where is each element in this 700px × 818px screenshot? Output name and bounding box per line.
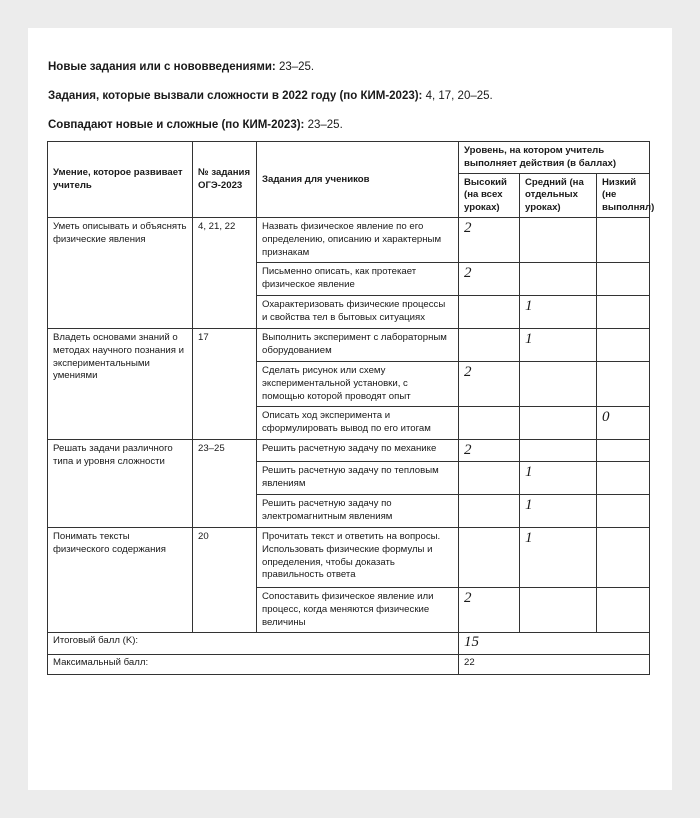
score-high: 2 xyxy=(459,439,520,461)
score-high xyxy=(459,328,520,361)
score-high: 2 xyxy=(459,361,520,406)
task-number-cell: 4, 21, 22 xyxy=(193,217,257,328)
score-low xyxy=(597,439,650,461)
score-mid xyxy=(520,262,597,295)
score-low xyxy=(597,527,650,587)
intro-label: Задания, которые вызвали сложности в 2022 году (по КИМ-2023): xyxy=(48,90,423,102)
total-label: Итоговый балл (K): xyxy=(48,632,459,654)
score-mid xyxy=(520,217,597,262)
score-low xyxy=(597,361,650,406)
score-high xyxy=(459,461,520,494)
skill-cell: Понимать тексты физического содержания xyxy=(48,527,193,632)
intro-block xyxy=(48,60,658,147)
score-high xyxy=(459,527,520,587)
score-low: 0 xyxy=(597,406,650,439)
score-high: 2 xyxy=(459,587,520,632)
task-number-cell: 23–25 xyxy=(193,439,257,527)
task-cell: Письменно описать, как протекает физическое явление xyxy=(257,262,459,295)
score-high xyxy=(459,494,520,527)
intro-line-new-tasks xyxy=(48,60,658,74)
task-number-cell: 17 xyxy=(193,328,257,439)
max-value: 22 xyxy=(459,654,650,674)
score-high xyxy=(459,406,520,439)
intro-value: 23–25. xyxy=(307,119,343,131)
skill-cell: Решать задачи различного типа и уровня сложности xyxy=(48,439,193,527)
score-mid: 1 xyxy=(520,494,597,527)
table-row xyxy=(48,217,650,262)
total-row xyxy=(48,632,650,654)
task-cell: Прочитать текст и ответить на вопросы. Использовать физические формулы и определения, чтобы доказать правильность ответа xyxy=(257,527,459,587)
task-cell: Сопоставить физическое явление или процесс, когда меняются физические величины xyxy=(257,587,459,632)
score-mid: 1 xyxy=(520,527,597,587)
skills-table xyxy=(47,141,655,675)
score-low xyxy=(597,217,650,262)
intro-value: 23–25. xyxy=(278,61,315,73)
table-row xyxy=(48,328,650,361)
header-skill: Умение, которое развивает учитель xyxy=(48,142,193,218)
intro-label: Новые задания или с нововведениями: xyxy=(48,61,276,73)
score-low xyxy=(597,262,650,295)
score-low xyxy=(597,295,650,328)
score-mid xyxy=(520,439,597,461)
score-mid: 1 xyxy=(520,328,597,361)
skill-cell: Уметь описывать и объяснять физические явления xyxy=(48,217,193,328)
header-tasks: Задания для учеников xyxy=(257,142,459,218)
table-row xyxy=(48,439,650,461)
max-row xyxy=(48,654,650,674)
score-low xyxy=(597,587,650,632)
task-cell: Описать ход эксперимента и сформулировать вывод по его итогам xyxy=(257,406,459,439)
max-label: Максимальный балл: xyxy=(48,654,459,674)
score-mid: 1 xyxy=(520,295,597,328)
skill-cell: Владеть основами знаний о методах научного познания и экспериментальными умениями xyxy=(48,328,193,439)
intro-label: Совпадают новые и сложные (по КИМ-2023): xyxy=(48,119,305,131)
task-cell: Сделать рисунок или схему экспериментальной установки, с помощью которой проводят опыт xyxy=(257,361,459,406)
task-number-cell: 20 xyxy=(193,527,257,632)
header-level-low: Низкий (не выполнял) xyxy=(597,173,650,217)
header-level-mid: Средний (на отдельных уроках) xyxy=(520,173,597,217)
document-page xyxy=(28,28,672,790)
score-low xyxy=(597,461,650,494)
task-cell: Выполнить эксперимент с лабораторным оборудованием xyxy=(257,328,459,361)
header-level-high: Высокий (на всех уроках) xyxy=(459,173,520,217)
score-mid xyxy=(520,406,597,439)
task-cell: Решить расчетную задачу по механике xyxy=(257,439,459,461)
score-mid: 1 xyxy=(520,461,597,494)
intro-value: 4, 17, 20–25. xyxy=(425,90,493,102)
score-low xyxy=(597,328,650,361)
intro-line-difficult-tasks xyxy=(48,89,658,103)
intro-line-matching-tasks xyxy=(48,118,658,132)
header-task-number: № задания ОГЭ-2023 xyxy=(193,142,257,218)
task-cell: Назвать физическое явление по его определению, описанию и характерным признакам xyxy=(257,217,459,262)
score-high: 2 xyxy=(459,217,520,262)
task-cell: Охарактеризовать физические процессы и свойства тел в бытовых ситуациях xyxy=(257,295,459,328)
score-high: 2 xyxy=(459,262,520,295)
header-level: Уровень, на котором учитель выполняет действия (в баллах) xyxy=(459,142,650,174)
total-value: 15 xyxy=(459,632,650,654)
task-cell: Решить расчетную задачу по электромагнитным явлениям xyxy=(257,494,459,527)
task-cell: Решить расчетную задачу по тепловым явлениям xyxy=(257,461,459,494)
score-low xyxy=(597,494,650,527)
score-mid xyxy=(520,361,597,406)
table-row xyxy=(48,527,650,587)
table-body xyxy=(48,217,650,674)
score-high xyxy=(459,295,520,328)
score-mid xyxy=(520,587,597,632)
